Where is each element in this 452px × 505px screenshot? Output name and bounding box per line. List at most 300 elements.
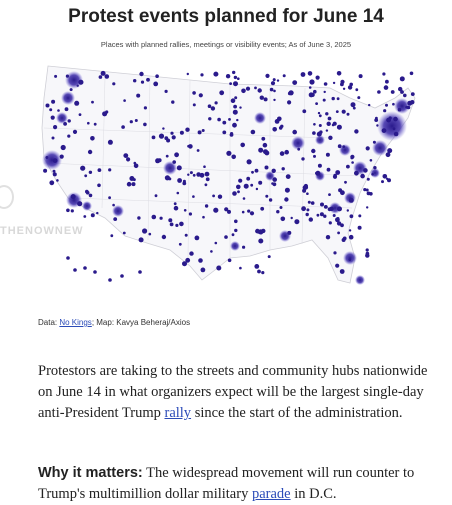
p1-text-end: since the start of the administration. xyxy=(191,405,403,421)
event-marker xyxy=(280,206,283,209)
event-marker xyxy=(333,251,336,254)
event-marker xyxy=(265,166,269,170)
event-marker xyxy=(206,177,210,181)
event-marker xyxy=(273,90,276,93)
event-marker xyxy=(236,185,241,190)
event-marker xyxy=(315,102,318,105)
event-marker xyxy=(337,206,342,211)
event-marker xyxy=(210,250,213,253)
event-marker xyxy=(123,99,126,102)
event-marker xyxy=(354,171,359,176)
event-marker xyxy=(193,103,196,106)
event-marker xyxy=(328,117,332,121)
event-marker xyxy=(254,264,259,269)
event-marker xyxy=(166,155,169,158)
event-marker xyxy=(149,233,152,236)
event-marker xyxy=(263,143,268,148)
event-marker xyxy=(302,109,306,113)
event-marker xyxy=(189,251,193,255)
event-marker xyxy=(136,94,140,98)
event-marker xyxy=(233,105,237,109)
event-marker xyxy=(400,90,404,94)
event-marker xyxy=(243,197,246,200)
event-marker xyxy=(398,108,402,112)
event-marker xyxy=(328,136,332,140)
event-marker xyxy=(387,148,392,153)
event-marker xyxy=(45,156,48,159)
event-marker xyxy=(91,213,95,217)
event-marker xyxy=(383,109,386,112)
event-marker xyxy=(108,168,111,171)
event-marker xyxy=(192,91,196,95)
side-handle-icon[interactable] xyxy=(0,185,14,209)
event-marker xyxy=(309,86,312,89)
event-marker xyxy=(301,206,306,211)
event-marker xyxy=(144,106,147,109)
event-marker xyxy=(232,71,235,74)
map-author: ; Map: Kavya Beheraj/Axios xyxy=(91,318,191,327)
event-marker xyxy=(349,235,354,240)
event-marker xyxy=(250,211,254,215)
event-marker xyxy=(87,122,90,125)
event-marker xyxy=(77,85,79,87)
event-marker xyxy=(332,124,335,127)
event-marker xyxy=(323,215,326,218)
event-marker xyxy=(202,129,205,132)
event-marker xyxy=(134,164,139,169)
event-marker xyxy=(242,211,245,214)
event-marker xyxy=(251,171,254,174)
event-marker xyxy=(255,229,260,234)
event-marker xyxy=(337,221,341,225)
event-marker xyxy=(162,235,166,239)
event-marker xyxy=(308,201,311,204)
event-marker xyxy=(175,224,178,227)
event-marker xyxy=(371,173,374,176)
event-marker xyxy=(177,192,180,195)
event-marker xyxy=(188,144,193,149)
event-marker xyxy=(216,266,221,271)
event-marker xyxy=(301,72,306,77)
event-marker xyxy=(171,100,174,103)
event-marker xyxy=(139,72,143,76)
event-marker xyxy=(258,148,263,153)
event-marker xyxy=(313,123,316,126)
event-cluster-marker xyxy=(56,112,68,124)
event-marker xyxy=(123,232,126,235)
event-marker xyxy=(231,98,236,103)
event-marker xyxy=(222,121,226,125)
event-cluster-marker xyxy=(315,135,325,145)
event-marker xyxy=(263,149,268,154)
event-marker xyxy=(272,127,277,132)
event-marker xyxy=(346,165,350,169)
event-cluster-marker xyxy=(82,201,92,211)
event-marker xyxy=(250,184,253,187)
event-marker xyxy=(255,169,259,173)
event-cluster-marker xyxy=(112,205,124,217)
event-marker xyxy=(91,101,94,104)
event-marker xyxy=(68,119,71,122)
event-marker xyxy=(392,103,395,106)
event-marker xyxy=(155,194,158,197)
event-marker xyxy=(73,268,77,272)
event-marker xyxy=(319,114,322,117)
event-marker xyxy=(332,97,335,100)
event-marker xyxy=(329,221,332,224)
p2-text-start: The widespread movement will run counter to Trump's multimillion dollar military xyxy=(38,465,415,502)
event-marker xyxy=(247,210,250,213)
event-marker xyxy=(174,202,177,205)
event-marker xyxy=(328,207,332,211)
chart-title: Protest events planned for June 14 xyxy=(68,6,384,27)
event-marker xyxy=(200,73,203,76)
event-marker xyxy=(70,88,73,91)
event-marker xyxy=(287,231,291,235)
event-marker xyxy=(227,210,231,214)
event-marker xyxy=(73,130,77,134)
event-marker xyxy=(211,106,215,110)
event-marker xyxy=(112,204,115,207)
event-marker xyxy=(265,74,269,78)
event-marker xyxy=(200,173,205,178)
event-marker xyxy=(86,191,90,195)
event-marker xyxy=(234,96,237,99)
event-marker xyxy=(393,127,396,130)
event-marker xyxy=(212,195,215,198)
event-marker xyxy=(327,122,331,126)
event-marker xyxy=(141,81,144,84)
event-marker xyxy=(273,182,277,186)
event-marker xyxy=(297,148,300,151)
event-marker xyxy=(129,176,134,181)
event-marker xyxy=(213,72,218,77)
event-marker xyxy=(351,161,354,164)
event-marker xyxy=(94,123,97,126)
event-marker xyxy=(306,208,309,211)
event-marker xyxy=(337,125,342,130)
event-marker xyxy=(146,78,150,82)
event-marker xyxy=(218,195,222,199)
event-marker xyxy=(279,126,283,130)
event-marker xyxy=(344,181,347,184)
event-marker xyxy=(233,110,238,115)
event-marker xyxy=(282,167,285,170)
event-marker xyxy=(254,87,257,90)
event-cluster-marker xyxy=(61,91,75,105)
event-marker xyxy=(242,246,245,249)
event-marker xyxy=(273,78,276,81)
event-marker xyxy=(213,208,218,213)
event-marker xyxy=(324,91,326,93)
us-protest-map xyxy=(30,58,425,308)
event-marker xyxy=(53,170,56,173)
event-marker xyxy=(160,217,163,220)
event-marker xyxy=(366,206,368,208)
event-marker xyxy=(174,206,179,211)
event-marker xyxy=(319,124,322,127)
event-marker xyxy=(351,102,356,107)
event-cluster-marker xyxy=(377,111,407,141)
event-marker xyxy=(311,201,315,205)
event-marker xyxy=(80,166,85,171)
event-marker xyxy=(347,209,349,211)
event-marker xyxy=(51,116,55,120)
event-marker xyxy=(244,184,249,189)
event-marker xyxy=(335,264,339,268)
event-marker xyxy=(233,81,238,86)
event-marker xyxy=(285,188,290,193)
event-marker xyxy=(230,132,233,135)
event-marker xyxy=(348,258,351,261)
chart-subtitle: Places with planned rallies, meetings or visibility events; As of June 3, 2025 xyxy=(100,40,352,49)
event-marker xyxy=(49,108,52,111)
event-marker xyxy=(393,117,398,122)
no-kings-link[interactable]: No Kings xyxy=(59,318,92,327)
event-marker xyxy=(291,217,293,219)
event-marker xyxy=(312,131,316,135)
event-marker xyxy=(170,223,174,227)
event-marker xyxy=(367,178,370,181)
event-marker xyxy=(63,122,67,126)
event-marker xyxy=(376,124,378,126)
event-marker xyxy=(340,80,344,84)
event-marker xyxy=(294,219,299,224)
event-marker xyxy=(342,145,345,148)
event-marker xyxy=(258,181,262,185)
event-marker xyxy=(121,125,125,129)
event-marker xyxy=(347,113,350,116)
event-marker xyxy=(187,174,189,176)
event-marker xyxy=(382,72,385,75)
event-marker xyxy=(268,255,271,258)
event-marker xyxy=(354,129,358,133)
event-marker xyxy=(292,80,297,85)
event-marker xyxy=(110,234,113,237)
event-marker xyxy=(366,189,369,192)
event-marker xyxy=(185,234,188,237)
event-marker xyxy=(318,112,320,114)
event-marker xyxy=(232,191,237,196)
event-marker xyxy=(272,177,277,182)
event-marker xyxy=(236,119,238,121)
event-marker xyxy=(231,155,236,160)
event-marker xyxy=(155,74,159,78)
event-marker xyxy=(319,130,322,133)
event-marker xyxy=(326,235,330,239)
event-marker xyxy=(83,266,87,270)
event-marker xyxy=(79,113,82,116)
event-marker xyxy=(90,136,95,141)
parade-link[interactable]: parade xyxy=(251,486,291,502)
event-marker xyxy=(179,222,184,227)
event-marker xyxy=(53,172,57,176)
event-marker xyxy=(281,217,286,222)
event-marker xyxy=(349,229,351,231)
rally-link[interactable]: rally xyxy=(164,405,192,421)
event-marker xyxy=(78,80,83,85)
event-marker xyxy=(306,213,309,216)
event-marker xyxy=(306,192,309,195)
event-marker xyxy=(215,242,218,245)
event-marker xyxy=(180,131,184,135)
event-marker xyxy=(240,143,245,148)
event-marker xyxy=(202,216,205,219)
event-marker xyxy=(311,149,315,153)
event-marker xyxy=(363,168,368,173)
event-cluster-marker xyxy=(343,251,357,265)
event-marker xyxy=(283,74,286,77)
event-marker xyxy=(168,177,171,180)
event-marker xyxy=(239,106,241,108)
event-marker xyxy=(316,76,320,80)
event-marker xyxy=(257,270,261,274)
why-it-matters-label: Why it matters: xyxy=(38,465,143,481)
event-marker xyxy=(284,150,289,155)
event-marker xyxy=(177,178,182,183)
watermark: THENOWNEW xyxy=(0,225,84,237)
event-marker xyxy=(326,153,330,157)
event-marker xyxy=(102,111,107,116)
p2-text-end: in D.C. xyxy=(290,486,337,502)
event-marker xyxy=(366,146,370,150)
event-marker xyxy=(143,123,147,127)
event-marker xyxy=(384,85,389,90)
event-cluster-marker xyxy=(230,241,240,251)
event-marker xyxy=(367,192,371,196)
event-marker xyxy=(177,165,182,170)
event-marker xyxy=(324,82,328,86)
event-marker xyxy=(237,190,240,193)
event-marker xyxy=(261,271,264,274)
event-marker xyxy=(135,119,138,122)
event-marker xyxy=(258,88,262,92)
event-marker xyxy=(77,201,82,206)
event-marker xyxy=(251,130,256,135)
event-marker xyxy=(389,116,392,119)
article-paragraph-2 xyxy=(38,463,438,505)
event-marker xyxy=(246,87,250,91)
event-marker xyxy=(96,212,98,214)
event-marker xyxy=(66,209,70,213)
event-marker xyxy=(348,85,352,89)
event-marker xyxy=(53,158,58,163)
event-marker xyxy=(241,89,246,94)
event-marker xyxy=(60,155,64,159)
event-marker xyxy=(234,220,238,224)
event-marker xyxy=(410,72,414,76)
event-marker xyxy=(172,135,176,139)
event-marker xyxy=(273,99,275,101)
event-marker xyxy=(43,169,47,173)
event-marker xyxy=(67,135,70,138)
event-marker xyxy=(385,80,389,84)
event-marker xyxy=(179,243,182,246)
event-marker xyxy=(260,96,264,100)
event-cluster-marker xyxy=(291,136,305,150)
event-marker xyxy=(53,125,57,129)
event-marker xyxy=(89,194,93,198)
event-marker xyxy=(199,93,203,97)
event-marker xyxy=(333,82,335,84)
event-marker xyxy=(337,232,340,235)
event-marker xyxy=(318,164,322,168)
p1-text-start: Protestors are taking to the streets and community hubs nationwide on June 14 in what organizers expect will be the largest single-day anti-President Trump xyxy=(38,363,428,421)
event-marker xyxy=(308,71,313,76)
event-marker xyxy=(198,258,203,263)
event-marker xyxy=(138,270,142,274)
event-marker xyxy=(292,130,297,135)
event-marker xyxy=(65,107,69,111)
event-marker xyxy=(287,100,291,104)
article-paragraph-1 xyxy=(38,361,438,424)
event-marker xyxy=(302,189,306,193)
event-marker xyxy=(97,184,101,188)
event-marker xyxy=(301,157,304,160)
event-marker xyxy=(333,214,336,217)
event-marker xyxy=(71,209,74,212)
event-marker xyxy=(99,75,103,79)
event-marker xyxy=(52,137,55,140)
event-marker xyxy=(324,205,328,209)
event-marker xyxy=(74,101,79,106)
event-marker xyxy=(49,180,54,185)
event-marker xyxy=(190,171,193,174)
event-marker xyxy=(193,174,196,177)
event-marker xyxy=(357,96,360,99)
event-marker xyxy=(208,104,212,108)
event-marker xyxy=(229,82,232,85)
event-marker xyxy=(192,195,195,198)
event-marker xyxy=(184,209,187,212)
event-marker xyxy=(66,256,70,260)
event-marker xyxy=(232,123,237,128)
event-marker xyxy=(201,268,206,273)
event-marker xyxy=(93,270,97,274)
event-marker xyxy=(228,118,231,121)
event-marker xyxy=(152,215,157,220)
event-marker xyxy=(158,158,162,162)
event-marker xyxy=(51,100,55,104)
event-marker xyxy=(238,179,242,183)
event-marker xyxy=(349,198,354,203)
event-marker xyxy=(277,79,279,81)
event-marker xyxy=(309,92,314,97)
map-credit xyxy=(38,318,190,327)
event-marker xyxy=(174,152,179,157)
event-marker xyxy=(271,81,275,85)
event-marker xyxy=(247,159,252,164)
event-marker xyxy=(373,141,376,144)
event-marker xyxy=(366,248,369,251)
event-marker xyxy=(187,73,189,75)
event-marker xyxy=(327,168,331,172)
event-marker xyxy=(84,174,87,177)
event-marker xyxy=(256,188,258,190)
event-marker xyxy=(170,132,173,135)
event-marker xyxy=(88,150,92,154)
event-marker xyxy=(391,90,395,94)
event-marker xyxy=(164,136,168,140)
event-marker xyxy=(198,130,202,134)
event-cluster-marker xyxy=(42,150,62,170)
event-marker xyxy=(108,278,112,282)
event-marker xyxy=(234,76,237,79)
event-marker xyxy=(113,217,117,221)
event-marker xyxy=(133,79,136,82)
event-marker xyxy=(315,171,320,176)
event-marker xyxy=(258,239,263,244)
